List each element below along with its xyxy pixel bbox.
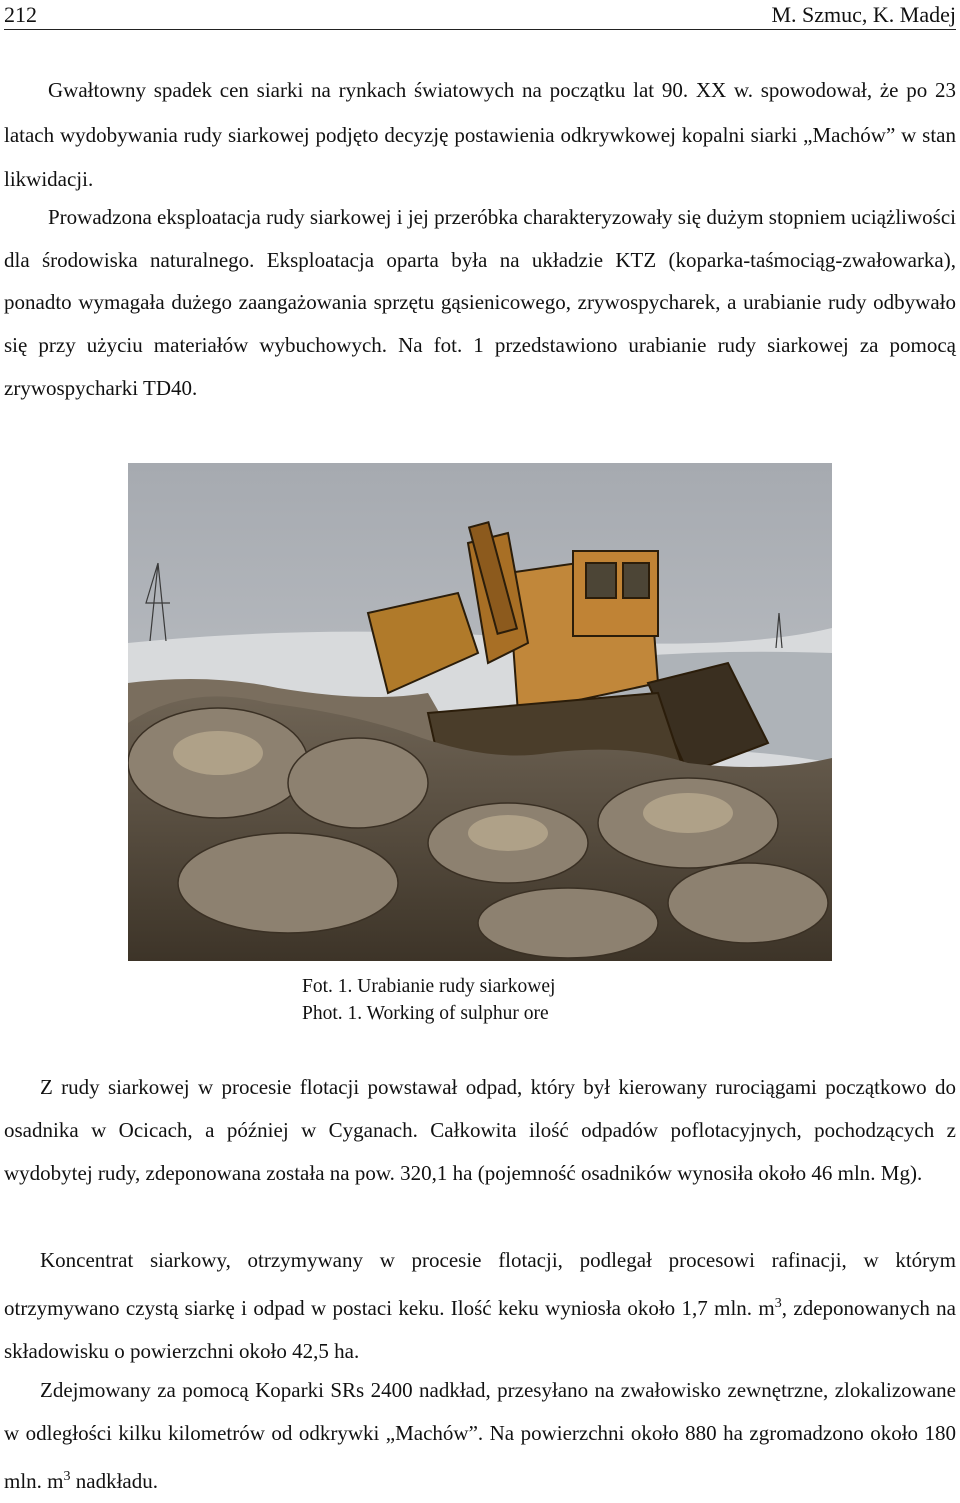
paragraph-1: Gwałtowny spadek cen siarki na rynkach światowych na początku lat 90. XX w. spowodował, że po 23 latach wydobywania rudy siarkowej podjęto decyzję postawienia odkrywkowej kopalni siarki „Machów” w stan likwidacji. (4, 78, 956, 191)
superscript-cubic-2: 3 (63, 1469, 71, 1484)
paragraph-5 (4, 1369, 956, 1503)
bulldozer-photo (128, 463, 832, 961)
running-head-authors: M. Szmuc, K. Madej (771, 2, 956, 27)
paragraph-4 (4, 1239, 956, 1373)
paragraph-4-tail: , zdeponowanych na składowisku o powierzchni około 42,5 ha. (4, 1296, 956, 1363)
paragraph-4-text: Koncentrat siarkowy, otrzymywany w procesie flotacji, podlegał procesowi rafinacji, w którym otrzymywano czystą siarkę i odpad w postaci keku. Ilość keku wyniosła około 1,7 mln. m (4, 1248, 956, 1320)
paragraph-2: Prowadzona eksploatacja rudy siarkowej i jej przeróbka charakteryzowały się dużym stopniem uciążliwości dla środowiska naturalnego. Eksploatacja oparta była na układzie KTZ (koparka-taśmociąg-zwałowarka), ponadto wymagała dużego zaangażowania sprzętu gąsienicowego, zrywospycharek, a urabianie rudy odbywało się przy użyciu materiałów wybuchowych. Na fot. 1 przedstawiono urabianie rudy siarkowej za pomocą zrywospycharki TD40. (4, 205, 956, 400)
paragraph-5-tail: nadkładu. (70, 1469, 158, 1493)
figure-caption-pl: Fot. 1. Urabianie rudy siarkowej (302, 976, 556, 997)
page-number: 212 (4, 2, 37, 27)
paragraph-5-text: Zdejmowany za pomocą Koparki SRs 2400 nadkład, przesyłano na zwałowisko zewnętrzne, zlokalizowane w odległości kilku kilometrów od odkrywki „Machów”. Na powierzchni około 880 ha zgromadzono około 180 mln. m (4, 1378, 956, 1493)
paragraph-3: Z rudy siarkowej w procesie flotacji powstawał odpad, który był kierowany rurociągami początkowo do osadnika w Ocicach, a później w Cyganach. Całkowita ilość odpadów poflotacyjnych, pochodzących z wydobytej rudy, zdeponowana została na pow. 320,1 ha (pojemność osadników wynosiła około 46 mln. Mg). (4, 1075, 956, 1185)
figure-caption-en: Phot. 1. Working of sulphur ore (302, 1003, 549, 1024)
superscript-cubic: 3 (774, 1296, 782, 1311)
header-rule (4, 29, 956, 30)
running-header (4, 0, 956, 28)
